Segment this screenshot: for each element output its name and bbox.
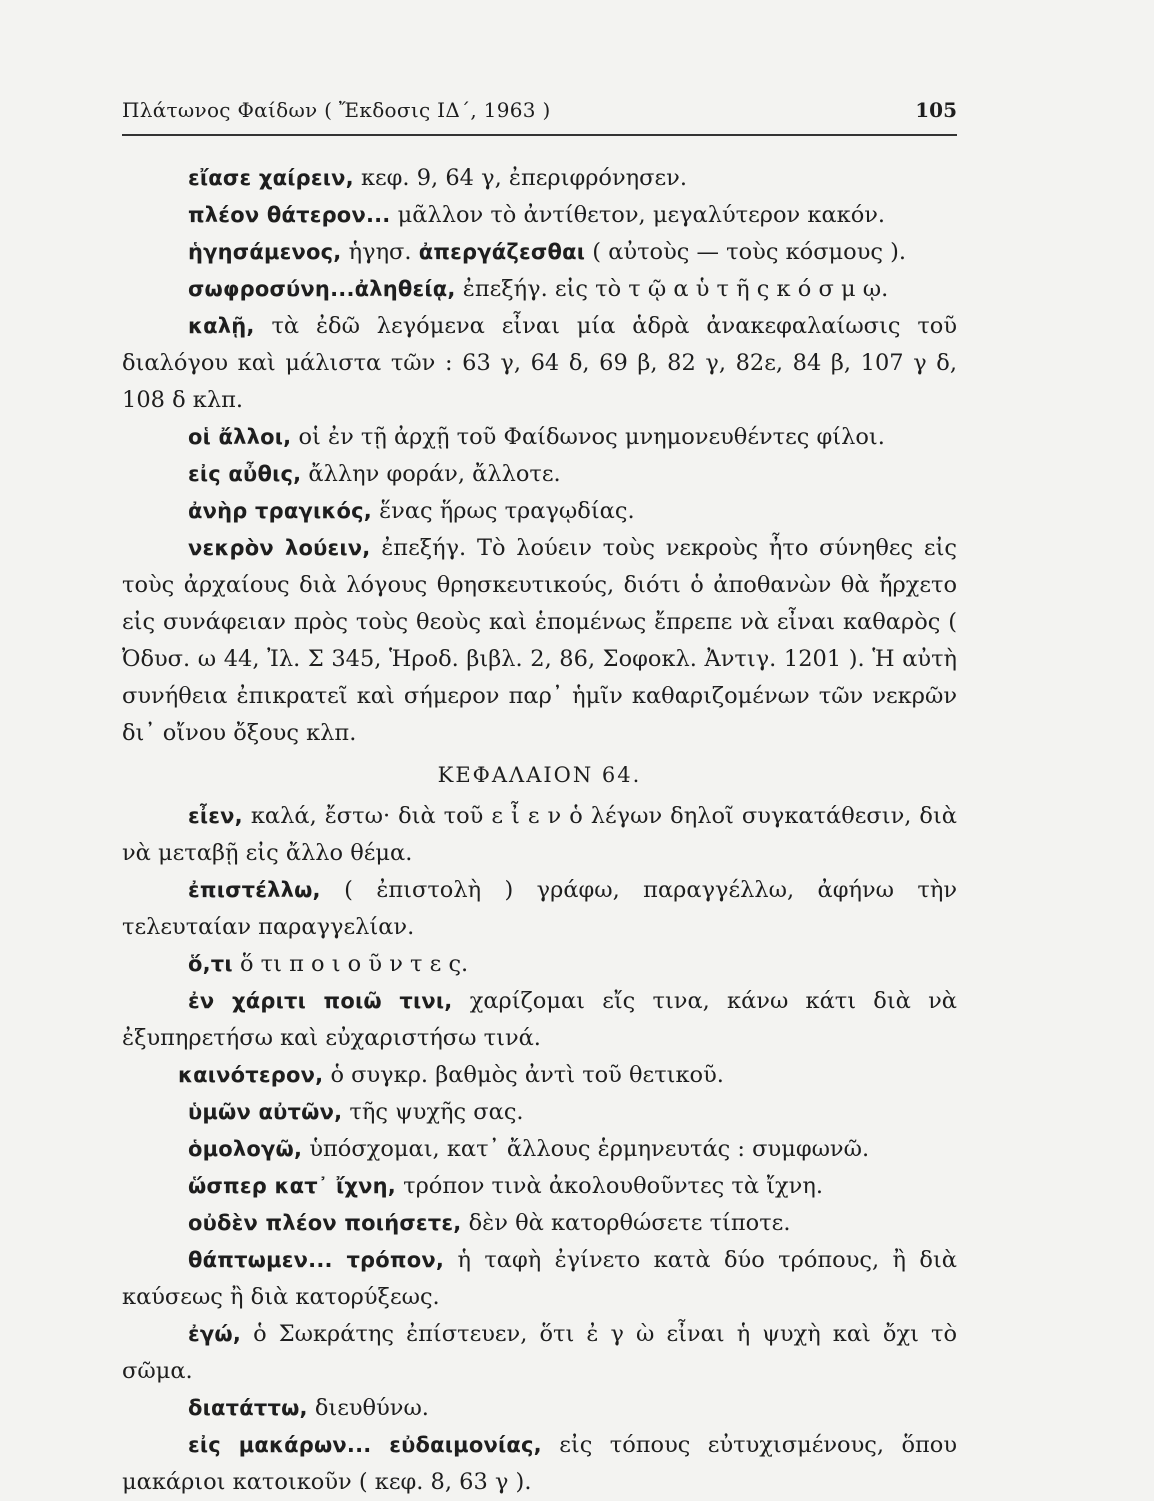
glossary-body xyxy=(122,160,957,1501)
headword: οἱ ἄλλοι, xyxy=(188,425,292,449)
glossary-entry xyxy=(122,983,957,1057)
glossary-entry xyxy=(122,1131,957,1168)
glossary-entry xyxy=(122,530,957,752)
headword: ὅ,τι xyxy=(188,952,233,976)
definition: ὅ τι π ο ι ο ῦ ν τ ε ς. xyxy=(232,951,469,977)
definition: τὰ ἐδῶ λεγόμενα εἶναι μία ἁδρὰ ἀνακεφαλαίωσις τοῦ διαλόγου καὶ μάλιστα τῶν : 63 γ, 64 δ, 69 β, 82 γ, 82ε, 84 β, 107 γ δ, 108 δ κλπ. xyxy=(122,313,957,413)
glossary-entry xyxy=(122,1168,957,1205)
definition: ( ἐπιστολὴ ) γράφω, παραγγέλλω, ἀφήνω τὴν τελευταίαν παραγγελίαν. xyxy=(122,877,957,940)
headword: εἰς μακάρων... εὐδαιμονίας, xyxy=(188,1433,542,1457)
headword: ἀνὴρ τραγικός, xyxy=(188,499,372,523)
glossary-entry xyxy=(122,872,957,946)
headword: καλῇ, xyxy=(188,314,255,338)
definition: εἰς τόπους εὐτυχισμένους, ὅπου μακάριοι κατοικοῦν ( κεφ. 8, 63 γ ). xyxy=(122,1432,958,1495)
headword: ἡγησάμενος, xyxy=(188,240,342,264)
glossary-entry xyxy=(122,946,957,983)
headword: θάπτωμεν... τρόπον, xyxy=(188,1248,445,1272)
headword: πλέον θάτερον... xyxy=(188,203,391,227)
glossary-entry xyxy=(122,1205,957,1242)
definition: μᾶλλον τὸ ἀντίθετον, μεγαλύτερον κακόν. xyxy=(390,202,886,228)
definition: ἡγησ. xyxy=(341,239,419,265)
definition: ὑπόσχομαι, κατ᾽ ἄλλους ἑρμηνευτάς : συμφωνῶ. xyxy=(302,1136,870,1162)
definition: ὁ Σωκράτης ἐπίστευεν, ὅτι ἐ γ ὼ εἶναι ἡ ψυχὴ καὶ ὄχι τὸ σῶμα. xyxy=(122,1321,957,1384)
page-number: 105 xyxy=(915,98,957,122)
definition: ὁ συγκρ. βαθμὸς ἀντὶ τοῦ θετικοῦ. xyxy=(323,1062,724,1088)
headword: εἴασε χαίρειν, xyxy=(188,166,354,190)
glossary-entry xyxy=(122,456,957,493)
definition: χαρίζομαι εἴς τινα, κάνω κάτι διὰ νὰ ἐξυπηρετήσω καὶ εὐχαριστήσω τινά. xyxy=(122,988,957,1051)
headword: εἰς αὖθις, xyxy=(188,462,302,486)
definition-secondary: ( αὐτοὺς — τοὺς κόσμους ). xyxy=(585,239,907,265)
glossary-entry xyxy=(122,234,957,271)
headword: ὁμολογῶ, xyxy=(188,1137,303,1161)
page-header xyxy=(122,94,957,136)
definition: τῆς ψυχῆς σας. xyxy=(342,1099,524,1125)
definition: ἡ ταφὴ ἐγίνετο κατὰ δύο τρόπους, ἢ διὰ καύσεως ἢ διὰ κατορύξεως. xyxy=(122,1247,957,1310)
headword: σωφροσύνη...ἀληθείᾳ, xyxy=(188,277,456,301)
headword-secondary: ἀπεργάζεσθαι xyxy=(418,240,586,264)
glossary-entry xyxy=(122,308,957,419)
headword: ὥσπερ κατ᾽ ἴχνη, xyxy=(188,1174,396,1198)
headword: ἐγώ, xyxy=(188,1322,242,1346)
headword: νεκρὸν λούειν, xyxy=(188,536,371,560)
running-title: Πλάτωνος Φαίδων ( Ἔκδοσις ΙΔ΄, 1963 ) xyxy=(122,98,551,122)
glossary-entry xyxy=(122,1316,957,1390)
glossary-entry xyxy=(122,1242,957,1316)
glossary-entry xyxy=(122,1390,957,1427)
glossary-entry xyxy=(122,1427,957,1501)
definition: οἱ ἐν τῇ ἀρχῇ τοῦ Φαίδωνος μνημονευθέντες φίλοι. xyxy=(291,424,885,450)
definition: δὲν θὰ κατορθώσετε τίποτε. xyxy=(461,1210,791,1236)
glossary-entry xyxy=(122,798,957,872)
definition: ἐπεξήγ. εἰς τὸ τ ῷ α ὑ τ ῆ ς κ ό σ μ ῳ. xyxy=(455,276,889,302)
definition: κεφ. 9, 64 γ, ἐπεριφρόνησεν. xyxy=(353,165,687,191)
headword: διατάττω, xyxy=(188,1396,308,1420)
glossary-entry xyxy=(122,1094,957,1131)
definition: ἐπεξήγ. Τὸ λούειν τοὺς νεκροὺς ἦτο σύνηθες εἰς τοὺς ἀρχαίους διὰ λόγους θρησκευτικούς, διότι ὁ ἀποθανὼν θὰ ἤρχετο εἰς συνάφειαν πρὸς τοὺς θεοὺς καὶ ἑπομένως ἔπρεπε νὰ εἶναι καθαρὸς ( Ὀδυσ. ω 44, Ἰλ. Σ 345, Ἡροδ. βιβλ. 2, 86, Σοφοκλ. Ἀντιγ. 1201 ). Ἡ αὐτὴ συνήθεια ἐπικρατεῖ καὶ σήμερον παρ᾽ ἡμῖν καθαριζομένων τῶν νεκρῶν δι᾽ οἴνου ὄξους κλπ. xyxy=(122,535,957,746)
glossary-entry xyxy=(122,493,957,530)
definition: καλά, ἔστω· διὰ τοῦ ε ἶ ε ν ὁ λέγων δηλοῖ συγκατάθεσιν, διὰ νὰ μεταβῇ εἰς ἄλλο θέμα. xyxy=(122,803,957,866)
glossary-entry xyxy=(122,160,957,197)
chapter-heading: ΚΕΦΑΛΑΙΟΝ 64. xyxy=(437,763,642,787)
headword: καινότερον, xyxy=(178,1063,324,1087)
definition: ἕνας ἥρως τραγῳδίας. xyxy=(371,498,635,524)
glossary-entry xyxy=(122,419,957,456)
headword: οὐδὲν πλέον ποιήσετε, xyxy=(188,1211,462,1235)
headword: ὑμῶν αὐτῶν, xyxy=(188,1100,343,1124)
headword: ἐπιστέλλω, xyxy=(188,878,321,902)
definition: τρόπον τινὰ ἀκολουθοῦντες τὰ ἴχνη. xyxy=(395,1173,823,1199)
glossary-entry xyxy=(122,1057,957,1094)
glossary-entry xyxy=(122,271,957,308)
definition: ἄλλην φοράν, ἄλλοτε. xyxy=(301,461,561,487)
definition: διευθύνω. xyxy=(307,1395,429,1421)
glossary-entry xyxy=(122,197,957,234)
headword: εἶεν, xyxy=(188,804,243,828)
headword: ἐν χάριτι ποιῶ τινι, xyxy=(188,989,453,1013)
